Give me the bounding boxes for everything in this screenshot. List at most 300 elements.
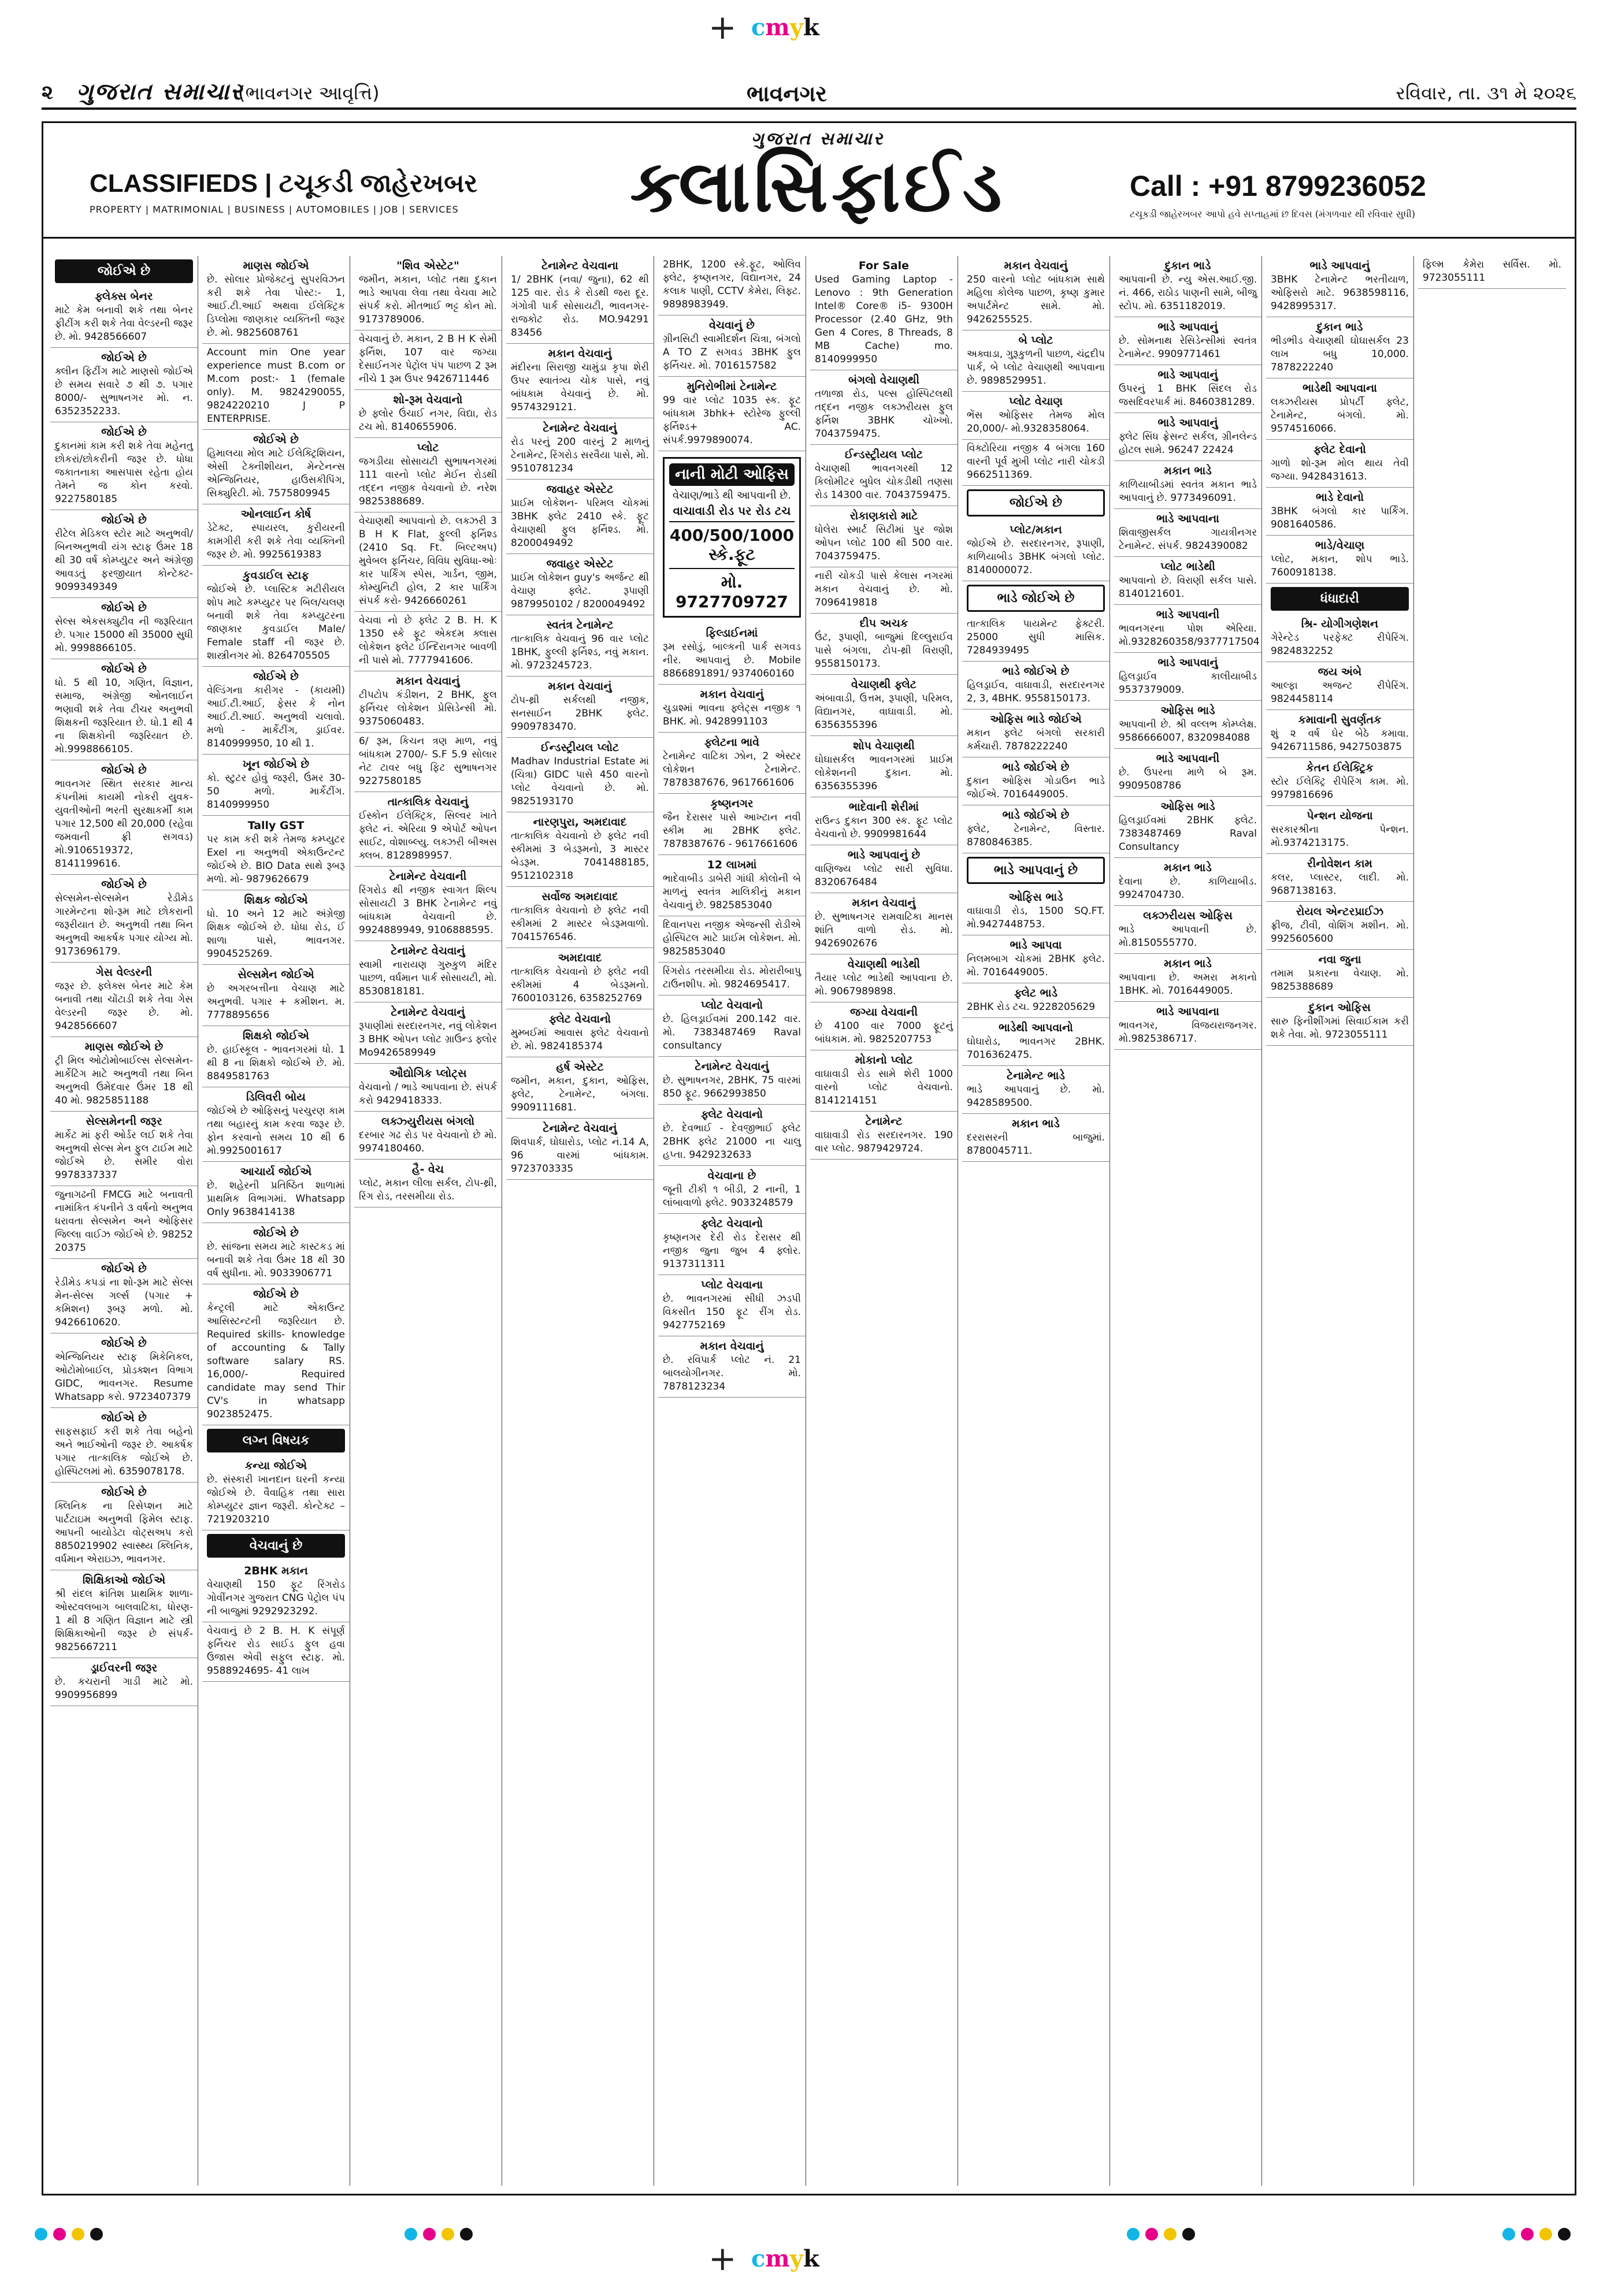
- classified-ad: [202, 965, 350, 1026]
- classified-ad: [1114, 461, 1261, 509]
- ad-text: મુમ્બઈમાં આવાસ ફ્લેટ વેચવાનો છે. મો. 9824185374: [511, 1027, 649, 1052]
- ad-heading: માણસ જોઈએ: [243, 259, 309, 272]
- ad-text: આપવાની છે. શ્રી વલ્લભ કોમ્પ્લેક્ષ. 9586666007, 8320984088: [1119, 719, 1257, 744]
- ad-heading: મકાન વેચવાનું: [396, 675, 460, 688]
- classified-ad: [658, 794, 806, 855]
- classified-ad: [50, 1570, 198, 1658]
- ad-text: છે. સંસ્કારી ખાનદાન ઘરની કન્યા જોઈએ છે. વૈવાહિક તથા સારા કોમ્પ્યુટર જ્ઞાન જરૂરી. કોન્ટેક્ટ – 7219203210: [207, 1474, 345, 1525]
- classified-ad: [962, 757, 1109, 805]
- ad-text: ભાડે આપવાની છે. મો.8150555770.: [1119, 924, 1257, 949]
- ad-text: ગેરેન્ટેડ પરફેક્ટ રીપેરિંગ. 9824832252: [1271, 632, 1409, 657]
- ad-text: ભીડભીડ વેચાણથી ઘોઘાસર્કલ 23 લાખ બધુ 10,000. 7878222240: [1271, 335, 1409, 373]
- classified-ad: [50, 348, 198, 422]
- ad-text: તાત્કાલિક વેચવાનો છે ફ્લેટ નવી સ્કીમમાં 3 બેડરૂમનો, 3 માસ્ટર બેડરૂમ. 7041488185, 9512102318: [511, 830, 649, 882]
- ad-text: દિવાનપરા નજીક એજન્સી રોડીએ હોસ્પિટલ માટે પ્રાઈમ લોકેશન. મો. 9825853040: [663, 919, 801, 957]
- ad-text: કેન્ટ્રલી માટે એકાઉન્ટ આસિસ્ટન્ટની જરૂરિયાત છે. Required skills- knowledge of accounting & Tally software salary RS. 16,000/- Required candidate may send Thir CV's in whatsapp 9023852475.: [207, 1302, 345, 1420]
- ad-heading: લક્ઝ્યુરીયસ બંગલો: [381, 1115, 475, 1128]
- ad-heading: લક્ઝરીયસ ઓફિસ: [1143, 909, 1233, 922]
- classified-ad: [354, 941, 502, 1002]
- classified-ad: [962, 256, 1109, 330]
- ad-heading: ફ્લેટના ભાવે: [704, 736, 760, 749]
- ad-heading: મકાન વેચવાનું: [1004, 259, 1068, 272]
- classified-ad: [354, 330, 502, 390]
- ad-text: અંબાવાડી, ઉત્તમ, રૂપાણી, પરિમલ, વિદ્યાનગર, વાઘાવાડી. મો. 6356355396: [815, 693, 953, 731]
- classified-ad: [962, 935, 1109, 983]
- ad-heading: મુનિરોભીમાં ટેનામેન્ટ: [686, 380, 777, 393]
- ad-text: વેચવાનું છે. મકાન, 2 B H K સેમી ફર્નિશ, 107 વાર જગ્યા દેસાઈનગર પેટ્રોલ પંપ પાછળ 2 રૂમ નીચે 1 રૂમ ઉપર 9426711446: [359, 333, 497, 385]
- ad-text: કલર, પ્લાસ્ટર, લાદી. મો. 9687138163.: [1271, 872, 1409, 897]
- color-dots-left: [35, 2228, 103, 2242]
- classified-ad: [50, 760, 198, 875]
- classified-ad: [50, 659, 198, 760]
- ad-heading: અમદાવાદ: [558, 952, 602, 964]
- ad-text: કાળિયાબીડમાં સ્વતંત્ર મકાન ભાડે આપવાનું છે. 9773496091.: [1119, 479, 1257, 504]
- ad-heading: ટેનામેન્ટ વેચવાનું: [695, 1060, 769, 1073]
- ad-text: જોઈએ છે. સરદારનગર, રૂપાણી, કાળિયાબીડ 3BHK બંગલો પ્લોટ. 8140000072.: [967, 538, 1105, 576]
- ad-heading: ફ્લેટ ભાડે: [1014, 987, 1057, 1000]
- ad-text: શ્રી રાંદલ ક્રાંતિશ પ્રાથમિક શાળા- ઓસ્ટવલબાગ બાલવાટિકા, ધોરણ- 1 થી 8 ગણિત વિજ્ઞાન માટે સ્ત્રી શિક્ષિકાઓની જરૂર છે સંપર્ક- 9825667211: [55, 1588, 193, 1653]
- ad-heading: વેચવાનું છે: [709, 319, 755, 332]
- ad-heading: આચાર્ય જોઈએ: [240, 1165, 312, 1178]
- ad-text: ફ્રીજ, ટીવી, વોશિંગ મશીન. મો. 9925605600: [1271, 920, 1409, 945]
- ad-heading: મકાન ભાડે: [1012, 1117, 1060, 1130]
- classified-ad: [658, 855, 806, 916]
- ad-heading: ભાડે આપવાની: [1156, 608, 1220, 621]
- ad-heading: દુકાન ભાડે: [1316, 321, 1363, 333]
- ad-heading: ભાડે આપવાનું: [1157, 369, 1218, 381]
- ad-heading: પ્લોટ: [417, 441, 439, 454]
- classified-ad: [506, 738, 654, 812]
- classified-ad: [1114, 1002, 1261, 1050]
- ad-heading: નવા જુના: [1318, 953, 1361, 966]
- ad-heading: 12 લાખમાં: [707, 859, 757, 871]
- ad-text: જૂની ટીકી ૧ બીડી, 2 નાની, 1 લાંબાવાળો ફ્લેટ. 9033248579: [663, 1184, 801, 1209]
- ad-heading: ટેનામેન્ટ વેચવાનું: [543, 1122, 617, 1135]
- ad-heading: જોઈએ છે: [101, 601, 147, 614]
- promo-line: વાચાવાડી રોડ પર રોડ ટચ: [673, 504, 791, 518]
- classified-ad: [202, 1087, 350, 1162]
- ad-heading: વેચાણથી ફ્લેટ: [851, 678, 916, 691]
- classified-ad: [810, 1050, 958, 1112]
- classified-ad: [506, 256, 654, 344]
- classified-ad: [506, 887, 654, 948]
- classified-ad: [354, 612, 502, 671]
- classified-ad: [354, 512, 502, 612]
- ad-heading: મકાન ભાડે: [1164, 957, 1212, 970]
- classified-ad: [810, 797, 958, 845]
- ad-text: ચુડાશ્માં ભાવના ફ્લેટ્સ નજીક ૧ BHK. મો. 9428991103: [663, 703, 801, 727]
- ad-text: જમીન, મકાન, દુકાન, ઓફિસ, ફ્લેટ, ટેનામેન્ટ, બંગલા. 9909111681.: [511, 1075, 649, 1113]
- classified-ad: [658, 963, 806, 995]
- classifieds-frame: [42, 121, 1576, 2195]
- classified-ad: [658, 1214, 806, 1275]
- ad-text: ગ્રીનસિટી સ્વામીદર્શન ચિત્રા, બંગલો A TO Z સગવડ 3BHK ફુલ ફર્નિચર. મો. 7016157582: [663, 333, 801, 371]
- ad-heading: બે પ્લોટ: [1018, 334, 1053, 347]
- classified-ad: [506, 812, 654, 887]
- ad-heading: ભાડે આપવાનું: [1309, 259, 1370, 272]
- ad-heading: જોઈએ છે: [101, 351, 147, 364]
- ad-heading: ભાડે આપવાના: [1156, 1005, 1219, 1018]
- ad-column: [354, 256, 502, 2186]
- classified-ad: [202, 256, 350, 344]
- ad-text: 1/ 2BHK (નવા/ જુના), 62 થી 125 વાર. રોડ કે રોડથી જરા દૂર. ગંગોત્રી પાર્ક સોસાયટી, ભાવનગર- રાજકોટ રોડ. MO.94291 83456: [511, 274, 649, 339]
- ad-text: છે. સુભાષનગર, 2BHK, 75 વારમાં 850 ફૂટ. 9662993850: [663, 1075, 801, 1099]
- ad-text: જમીન, મકાન, પ્લોટ તથા દુકાન ભાડે આપવા લેવા તથા વેચવા માટે સંપર્ક કરો. મીતભાઈ ભટ્ટ કોન મો. 9173789006.: [359, 274, 497, 325]
- classified-ad: [202, 430, 350, 504]
- classified-ad: [810, 675, 958, 736]
- ad-text: તળાજા રોડ, પલ્સ હોસ્પિટલથી તદ્દન નજીક લક્ઝરીયસ ફુલ ફર્નિશ 3BHK ચોખ્ખો. 7043759475.: [815, 388, 953, 440]
- ad-columns: [50, 256, 1570, 2186]
- ad-text: શિવપાર્ક, ઘોઘારોડ, પ્લોટ નં.14 A, 96 વારમાં બાંધકામ. 9723703335: [511, 1136, 649, 1175]
- ad-text: માટે કેમ બનાવી શકે તથા બેનર ફીટીંગ કરી શકે તેવા વેલ્ડરની જરૂર છે. મો. 9428566607: [55, 304, 193, 343]
- classified-ad: [506, 418, 654, 480]
- classified-ad: [1114, 749, 1261, 797]
- classified-ad: [1114, 906, 1261, 954]
- ad-heading: ભાડે જોઈએ છે: [1002, 809, 1070, 822]
- ad-heading: જોઈએ છે: [101, 1337, 147, 1350]
- classified-ad: [962, 1018, 1109, 1066]
- ad-heading: ઈન્ડસ્ટ્રીયલ પ્લોટ: [844, 448, 923, 461]
- ad-heading: ટેનામેન્ટ વેચવાના: [541, 259, 618, 272]
- ad-heading: જોઈએ છે: [101, 764, 147, 777]
- ad-text: છે 4100 વાર 7000 ફૂટનું બાંધકામ. મો. 9825207753: [815, 1020, 953, 1045]
- classified-ad: [658, 685, 806, 733]
- classified-ad: [1114, 256, 1261, 317]
- banner-title: [575, 129, 1060, 239]
- ad-heading: કુવડાઈલ સ્ટાફ: [243, 569, 309, 582]
- ad-heading: રીનોવેશન કામ: [1307, 857, 1372, 870]
- ad-text: સરકારશ્રીના પેન્શન. મો.9374213175.: [1271, 824, 1409, 849]
- ad-text: જગડીયા સોસાયટી સુભાષનગરમાં 111 વારનો પ્લોટ મેઈન રોડથી તદ્દન નજીક વેચવાનો છે. નરેશ 9825388689.: [359, 456, 497, 507]
- ad-text: વેચાણથી ભાવનગરથી 12 કિલોમીટર બુધેલ ચોકડીથી તણસા રોડ 14300 વાર. 7043759475.: [815, 463, 953, 501]
- classified-ad: [1266, 256, 1413, 317]
- classified-ad: [354, 733, 502, 792]
- classified-ad: [202, 344, 350, 430]
- classified-ad: [810, 845, 958, 893]
- ad-text: જૈન દેરાસર પાસે આખ્ટાન નવી સ્કીમ મા 2BHK ફ્લેટ. 7878387676 - 9617661606: [663, 812, 801, 850]
- ad-text: વેચાણથી 150 ફૂટ રિંગરોડ ગોવીંનગર ગુજરાત CNG પેટ્રોલ પંપ ની બાજુમાં 9292923292.: [207, 1579, 345, 1617]
- ad-text: રૂમ રસોડું, બાલ્કની પાર્ક સગવડ નીર. આપવાનું છે. Mobile 8866891891/ 9374060160: [663, 641, 801, 679]
- ad-heading: પ્લોટ ભાડેથી: [1160, 560, 1215, 573]
- ad-text: પર કામ કરી શકે તેમજ કમ્પ્યુટર Exel ના અનુભવી એકાઉન્ટન્ટ જોઈએ છે. BIO Data સાથે રૂબરૂ મળો. મો- 9879626679: [207, 834, 345, 885]
- ad-heading: ભાડે આપવાનું: [1157, 417, 1218, 429]
- ad-heading: મોકાનો પ્લોટ: [855, 1054, 913, 1067]
- classified-ad: [962, 1066, 1109, 1114]
- classified-ad: [658, 1336, 806, 1398]
- ad-text: ધો. 5 થી 10, ગણિત, વિજ્ઞાન, સમાજ, અંગ્રેજી ઓનલાઈન ભણાવી શકે તેવા ટીચર અનુભવી શિક્ષકની જરૂરિયાત છે. ધો.1 થી 4 ના શિક્ષકોની જરૂરિયાત છે. મો.9998866105.: [55, 677, 193, 755]
- ad-heading: તાત્કાલિક વેચવાનું: [387, 796, 469, 808]
- classified-ad: [354, 792, 502, 867]
- cmyk-label-bottom: cmyk: [751, 2245, 819, 2272]
- ad-text: હિલડ્રાઈવ, વાઘાવાડી, સરદારનગર 2, 3, 4BHK. 9558150173.: [967, 679, 1105, 704]
- classified-ad: [810, 256, 958, 370]
- ad-heading: રોકાણકારો માટે: [849, 510, 918, 522]
- ad-text: છે ફ્લોર ઉંચાઈ નગર, વિદ્યા, રોડ ટચ મો. 8140655906.: [359, 408, 497, 433]
- ad-heading: મકાન વેચવાનું: [700, 1340, 764, 1353]
- ad-heading: 2BHK મકાન: [244, 1565, 308, 1577]
- ad-text: આપવાનો છે. વિરાણી સર્કલ પાસે. 8140121601.: [1119, 575, 1257, 600]
- ad-heading: ભાડે આપવાનું: [1157, 656, 1218, 669]
- ad-heading: ફ્લેટ વેચવાનો: [548, 1013, 611, 1026]
- classified-ad: [1114, 365, 1261, 413]
- classified-ad: [962, 440, 1109, 486]
- ad-text: ભાવનગર સ્થિત સરકાર માન્ય કંપનીમાં કાયમી નોકરી યુવક-યુવતીઓની ભરતી સુરક્ષાકર્મી કામ પગાર 12,500 થી 20,000 (રહેવા જમવાની ફ્રી સગવડ) મો.9106519372, 8141199616.: [55, 778, 193, 870]
- classified-ad: [962, 805, 1109, 853]
- classified-ad: [810, 1112, 958, 1160]
- ad-heading: શિક્ષકો જોઈએ: [243, 1030, 309, 1042]
- classified-ad: [962, 615, 1109, 662]
- ad-heading: રોયલ એન્ટરપ્રાઈઝ: [1296, 905, 1384, 918]
- ad-text: ક્લીન ફિટીંગ માટે માણસો જોઈએ છે સમય સવારે ૭ થી ૭. પગાર 8000/- સુભાષનગર મો. ન. 6352352233.: [55, 366, 193, 417]
- ad-text: ગાળો શો-રૂમ મોલ થાય તેવી જગ્યા. 9428431613.: [1271, 458, 1409, 482]
- classified-ad: [1114, 858, 1261, 906]
- classified-ad: [50, 875, 198, 963]
- page-header: [42, 81, 1576, 110]
- classified-ad: [1266, 950, 1413, 998]
- category-header: ભાડે જોઈએ છે: [967, 585, 1105, 612]
- paper-name: ગુજરાત સમાચાર: [76, 79, 243, 105]
- ad-text: કૃષ્ણનગર દેરી રોડ દેરાસર થી નજીક જુના જુબ 4 ફ્લોર. 9137311311: [663, 1232, 801, 1270]
- ad-heading: જય અંબે: [1318, 666, 1362, 678]
- classified-ad: [506, 615, 654, 677]
- category-header: વેચવાનું છે: [207, 1534, 345, 1558]
- classified-ad: [1266, 378, 1413, 440]
- ad-heading: સ્વતંત્ર ટેનામેન્ટ: [546, 619, 614, 631]
- ad-heading: મકાન ભાડે: [1164, 465, 1212, 477]
- ad-heading: મકાન વેચવાનું: [700, 688, 764, 701]
- classified-ad: [1114, 653, 1261, 701]
- ad-column: [658, 256, 806, 2186]
- ad-text: ઉપરનું 1 BHK સિંદલ રોડ જસદિવરપાર્ક માં. 8460381289.: [1119, 383, 1257, 408]
- classified-ad: [354, 671, 502, 733]
- ad-heading: જવાહર એસ્ટેટ: [546, 483, 614, 496]
- ad-text: જરૂર છે. ફ્લેક્સ બેનર માટે કેમ બનાવી તથા ચોંટાડી શકે તેવા ગેસ વેલ્ડરની જરૂર છે. મો. 9428566607: [55, 980, 193, 1032]
- ad-text: દુકાનમાં કામ કરી શકે તેવા મહેનતુ છોકરાં/છોકરીની જરૂર છે. ધોધા જકાતનાકા આસપાસ રહેતા હોય તેમને જ કોન કરવો. 9227580185: [55, 440, 193, 505]
- ad-heading: ભાડે આપવાની: [1156, 752, 1220, 765]
- ad-text: ભાવનગરના પોશ એરિયા. મો.9328260358/9377717504: [1119, 623, 1260, 648]
- ad-heading: જોઈએ છે: [101, 878, 147, 891]
- classified-ad: [50, 1658, 198, 1706]
- classified-ad: [506, 344, 654, 418]
- ad-text: વાણિજ્ય પ્લોટ સારી સુવિધા. 8320676484: [815, 863, 953, 888]
- classified-ad: [354, 1064, 502, 1112]
- ad-heading: ભાડે આપવા: [1010, 939, 1062, 952]
- ad-text: શિવાજીસર્કલ ગાયત્રીનગર ટેનામેન્ટ. સંપર્ક. 9824390082: [1119, 527, 1257, 552]
- ad-text: પ્લોટ, મકાન, શોપ ભાડે. 7600918138.: [1271, 553, 1409, 578]
- ad-heading: જોઈએ છે: [253, 1227, 299, 1239]
- ad-column: [506, 256, 654, 2186]
- ad-heading: મકાન વેચવાનું: [852, 897, 916, 909]
- ad-text: ટોપ-થ્રી સર્કલથી નજીક, સનસાઈન 2BHK ફ્લેટ. 9909783470.: [511, 694, 649, 733]
- ad-heading: બંગલો વેચાણથી: [848, 374, 920, 387]
- ad-heading: ભાડે દેવાનો: [1316, 491, 1364, 504]
- classifieds-title: ક્લાસિફાઈડ: [630, 145, 1005, 228]
- crosshair-mark-bottom: +: [708, 2239, 737, 2278]
- city-name: ભાવનગર: [747, 81, 827, 106]
- ad-heading: કેતન ઈલેક્ટ્રિક: [1306, 761, 1374, 774]
- category-list: PROPERTY | MATRIMONIAL | BUSINESS | AUTOMOBILES | JOB | SERVICES: [90, 204, 459, 215]
- ad-text: સ્વામી નારાયણ ગુરુકુળ મંદિર પાછળ, વર્ધમાન પાર્ક સોસાયટી, મો. 8530818181.: [359, 959, 497, 997]
- ad-heading: મકાન વેચવાનું: [548, 347, 612, 360]
- ad-heading: ટેનામેન્ટ વેચવાનું: [391, 945, 465, 957]
- ad-text: ફ્લેટ, ટેનામેન્ટ, વિસ્તાર. 8780846385.: [967, 823, 1105, 848]
- color-dots-mid2: [1127, 2228, 1195, 2242]
- ad-heading: કન્યા જોઈએ: [244, 1459, 307, 1472]
- classified-ad: [506, 554, 654, 615]
- ad-heading: ફિલ્ડાઈનમાં: [706, 627, 758, 640]
- classified-ad: [1114, 701, 1261, 749]
- ad-text: જોઈએ છે. પ્લાસ્ટિક મટીરીયલ શોપ માટે કમ્પ્યુટર પર બિલ/ચલણ બનાવી શકે તેવા કમ્પ્યુટરના જાણકાર કુવડાઈલ Male/ Female staff ની જરૂર છે. શાસ્ત્રીનગર મો. 8264705505: [207, 584, 345, 662]
- category-header: જોઈએ છે: [55, 259, 193, 283]
- ad-heading: ટેનામેન્ટ: [865, 1115, 903, 1128]
- classified-ad: [1114, 954, 1261, 1002]
- ad-heading: સેલ્સમેન જોઈએ: [237, 968, 314, 981]
- ad-heading: મકાન ભાડે: [1164, 861, 1212, 874]
- classified-ad: [962, 330, 1109, 392]
- classified-ad: [1266, 536, 1413, 584]
- classifieds-heading: CLASSIFIEDS | ટચૂકડી જાહેરખબર: [90, 169, 478, 198]
- classified-ad: [50, 963, 198, 1037]
- ad-text: Used Gaming Laptop - Lenovo : 9th Generation Intel® Core® i5- 9300H Processor (2.40 GHz, 9th Gen 4 Cores, 8 Threads, 8 MB Cache) mo. 8140999950: [815, 274, 953, 365]
- ad-text: ક્લિનિક ના રિસેપ્શન માટે પાર્ટટાઇમ અનુભવી ફિમેલ સ્ટાફ. આપની બાયોડેટા વોટ્સઅપ કરો 8850219902 સ્વાસ્થ્ય ક્લિનિક, વર્ધમાન એરાઇઝ, ભાવનગર.: [55, 1500, 193, 1565]
- ad-heading: ખૂન જોઈએ છે: [242, 758, 310, 771]
- ad-text: એન્જિનિયર સ્ટાફ મિકેનિકલ, ઓટોમોબાઈલ, પ્રોડક્શન વિભાગ GIDC, ભાવનગર. Resume Whatsapp કરો. 9723407379: [55, 1351, 193, 1403]
- ad-text: છે. સુભાષનગર રામવાટિકા માનસ શાંતિ વાળો રોડ. મો. 9426902676: [815, 911, 953, 949]
- ad-text: દરબાર ગઢ રોડ પર વેચવાનો છે મો. 9974180460.: [359, 1130, 497, 1154]
- category-header: લગ્ન વિષયક: [207, 1429, 345, 1452]
- ad-heading: જોઈએ છે: [101, 1262, 147, 1275]
- ad-heading: સર્વોજ અમદાવાદ: [541, 890, 618, 903]
- ad-heading: જોઈએ છે: [101, 426, 147, 439]
- ad-heading: જવાહર એસ્ટેટ: [546, 558, 614, 570]
- ad-text: રૂપાણીમાં સરદારનગર, નવું લોકેશન 3 BHK ઓપન પ્લોટ ગ્રાઉન્ડ ફ્લોર Mo9426589949: [359, 1020, 497, 1058]
- ad-heading: દુકાન ઓફિસ: [1309, 1001, 1371, 1014]
- classified-ad: [962, 520, 1109, 581]
- ad-text: અક્વાડા, ગુરૂકુળની પાછળ, ચંદ્રદીપ પાર્ક, બે પ્લોટ વેચાણથી આપવાના છે. 9898529951.: [967, 348, 1105, 387]
- ad-heading: સેલ્સમેનની જરૂર: [86, 1115, 162, 1128]
- ad-heading: પ્લોટ વેચાણ: [1009, 395, 1063, 408]
- ad-heading: કૃષ્ણનગર: [710, 797, 754, 810]
- ad-heading: વેચવાના છે: [707, 1169, 756, 1182]
- ad-heading: પ્લોટ/મકાન: [1010, 523, 1062, 536]
- ad-column: [202, 256, 350, 2186]
- ad-heading: ફ્લેટ વેચવાનો: [700, 1217, 763, 1230]
- ad-heading: ટેનામેન્ટ વેચવાનું: [391, 1006, 465, 1019]
- classified-ad: [810, 614, 958, 675]
- bottom-registration-marks: [0, 2207, 1618, 2296]
- banner-right: [1130, 169, 1426, 220]
- ad-text: મકાન ફ્લેટ બંગલો સરકારી કર્મચારી. 7878222240: [967, 727, 1105, 752]
- classified-ad: [810, 445, 958, 506]
- category-header: ભાડે આપવાનું છે: [967, 857, 1105, 884]
- classified-ad: [962, 1114, 1109, 1162]
- ad-text: છે. સાંજના સમય માટે કાસ્ટકડ માં બનાવી શકે તેવા ઉંમર 18 થી 30 વર્ષ સુધીના. મો. 9033906771: [207, 1241, 345, 1279]
- classified-ad: [354, 1112, 502, 1160]
- ad-text: ઈસ્કોન ઈલેક્ટ્રિક, સિલ્વર ખાતે ફ્લેટ નં. એરિયા 9 એપોર્ટ ઓપન સાઈટ, વોશાબ્લ્યુ. લક્ઝરી બીઅસ ક્લબ. 8128989957.: [359, 810, 497, 861]
- classified-ad: [810, 506, 958, 567]
- ad-heading: શોપ વેચાણથી: [853, 740, 915, 752]
- ad-text: છે. હાઈસ્કૂલ - ભાવનગરમાં ધો. 1 થી 8 ના શિક્ષકો જોઈએ છે. મો. 8849581763: [207, 1044, 345, 1082]
- ad-heading: મકાન વેચવાનું: [548, 680, 612, 693]
- ad-text: 2BHK, 1200 સ્કે.ફૂટ, ઓલિવ ફ્લેટ, કૃષ્ણનગર, વિદ્યાનગર, 24 કલાક પાણી, CCTV કેમેરા, લિફ્ટ. 9898983949.: [663, 259, 801, 310]
- classified-ad: [1266, 317, 1413, 378]
- ad-text: પ્રાઈમ લોકેશન guy's અર્જન્ટ થી વેચાણ ફ્લેટ. રૂપાણી 9879950102 / 8200049492: [511, 572, 649, 610]
- ad-text: મંદીરના સિરાજી ચામુંડા કૃપા શેરી ઉપર સ્વાતંત્ર્ય ચોક પાસે, નવું બાંધકામ વેચવાનું છે. મો. 9574329121.: [511, 362, 649, 413]
- classified-ad: [658, 1166, 806, 1214]
- ad-text: વેચાણથી આપવાનો છે. લક્ઝરી 3 B H K Flat, ફુલ્લી ફર્નિશ્ડ (2410 Sq. Ft. બિલ્ટઅપ) મુવેબલ ફર્નિચર, વિવિધ સુવિધા-ઓઃ કાર પાર્કિંગ સ્પેસ, ગાર્ડન, જીમ, કોમ્યુનિટી હોલ, 2 કાર પાર્કિંગ સંપર્ક કરો- 9426660261: [359, 515, 497, 607]
- ad-text: છે. રવિપાર્ક પ્લોટ નં. 21 બાલયોગીનગર. મો. 7878123234: [663, 1354, 801, 1392]
- classified-ad: [810, 954, 958, 1002]
- ad-text: 6/ રૂમ, કિચન ત્રણ માળ, નવું બાંધકામ 2700/- S.F 5.9 સોલાર નેટ ટાવર બધુ ફિટ સુભાષનગર 9227580185: [359, 735, 497, 787]
- classified-ad: [202, 755, 350, 816]
- ad-text: રોડ પરનું 200 વારનું 2 માળનું ટેનામેન્ટ, રિંગરોડ સરવૈયા પાસે, મો. 9510781234: [511, 436, 649, 474]
- classified-ad: [1266, 614, 1413, 662]
- ad-heading: માણસ જોઈએ છે: [84, 1041, 164, 1053]
- ad-heading: ટેનામેન્ટ વેચવાની: [389, 870, 467, 883]
- classified-ad: [1114, 317, 1261, 365]
- color-dots-mid1: [404, 2228, 473, 2242]
- ad-text: દેવાના છે. કાળિયાબીડ. 9924704730.: [1119, 876, 1257, 901]
- ad-text: ભાડે આપવાનું છે. મો. 9428589500.: [967, 1084, 1105, 1109]
- ad-heading: હૈ- વેચ: [411, 1163, 444, 1176]
- ad-text: છે. સોમનાથ રેસિડેન્સીમાં સ્વતંત્ર ટેનામેન્ટ. 9909771461: [1119, 335, 1257, 360]
- classified-ad: [506, 480, 654, 554]
- classified-ad: [354, 867, 502, 941]
- ad-text: તાત્કાલિક વેચવાનો છે ફ્લેટ નવી સ્કીમમાં 2 માસ્ટર બેડરૂમવાળો. 7041576546.: [511, 905, 649, 943]
- ad-heading: ભાડે આપવાના: [1156, 512, 1219, 525]
- ad-text: છે. શહેરની પ્રતિષ્ઠિત શાળામાં પ્રાથમિક વિભાગમાં. Whatsapp Only 9638414138: [207, 1180, 345, 1218]
- crosshair-mark: +: [708, 8, 737, 47]
- classified-ad: [202, 1561, 350, 1622]
- classified-ad: [50, 1408, 198, 1483]
- ad-text: છે. કચરાની ગાડી માટે મો. 9909956899: [55, 1676, 193, 1701]
- ad-text: 3BHK ટેનામેન્ટ ભરતીયાળ, ઓફિસરો માટે. 9638598116, 9428995317.: [1271, 274, 1409, 312]
- edition-label: (ભાવનગર આવૃત્તિ): [238, 82, 380, 104]
- category-header: ધંધાદારી: [1271, 587, 1409, 611]
- classified-ad: [506, 677, 654, 738]
- ad-text: રિંગરોડ તરસમીયા રોડ. મોરારીબાપુ ટાઉનશીપ. મો. 9824695417.: [663, 965, 801, 990]
- classified-ad: [810, 1002, 958, 1050]
- ad-text: હિલડ્રાઈવ કાલીયાબીડ 9537379009.: [1119, 671, 1257, 696]
- ad-heading: ભાદેવાની શેરીમાં: [848, 801, 919, 813]
- ad-text: નારી ચોકડી પાસે કેલાસ નગરમાં મકાન વેચવાનું છે. મો. 7096419818: [815, 570, 953, 608]
- promo-box-ad: [663, 457, 801, 618]
- classified-ad: [658, 916, 806, 963]
- ad-heading: ટેનામેન્ટ વેચવાનું: [543, 422, 617, 434]
- ad-column: [1266, 256, 1414, 2186]
- ad-heading: પેન્શન યોજના: [1307, 809, 1373, 822]
- ad-column: [962, 256, 1110, 2186]
- classified-ad: [354, 1002, 502, 1064]
- classified-ad: [202, 890, 350, 965]
- classified-ad: [202, 667, 350, 755]
- ad-text: ઘોઘારોડ, ભાવનગર 2BHK. 7016362475.: [967, 1036, 1105, 1061]
- ad-text: 99 વાર પ્લોટ 1035 સ્ક. ફૂટ બાંધકામ 3bhk+ સ્ટોરેજ ફુલ્લી ફર્નિશ્ડ+ AC. સંપર્ક.9979890074.: [663, 395, 801, 446]
- ad-text: પ્રાઈમ લોકેશન- પરિમલ ચોકમાં 3BHK ફ્લેટ 2410 સ્કે. ફૂટ વેચાણથી ફુલ ફર્નિશ્ડ. મો. 8200049492: [511, 497, 649, 549]
- classified-ad: [962, 662, 1109, 709]
- classified-ad: [658, 377, 806, 451]
- ad-heading: ઈન્ડસ્ટ્રીયલ પ્લોટ: [540, 741, 619, 754]
- ad-heading: ઓફિસ ભાડે: [1008, 891, 1063, 904]
- ad-heading: ટેનામેન્ટ ભાડે: [1007, 1069, 1065, 1082]
- ad-heading: Tally GST: [247, 819, 305, 832]
- ad-heading: ઓફિસ ભાડે: [1160, 800, 1215, 813]
- ad-heading: જોઈએ છે: [101, 514, 147, 526]
- ad-heading: દીપ અચક: [859, 617, 908, 630]
- classified-ad: [506, 948, 654, 1009]
- ad-text: પ્લોટ, મકાન લીલા સર્કલ, ટોપ-થ્રી, રિંગ રોડ, તરસમીયા રોડ.: [359, 1177, 497, 1202]
- ad-heading: જોઈએ છે: [253, 670, 299, 683]
